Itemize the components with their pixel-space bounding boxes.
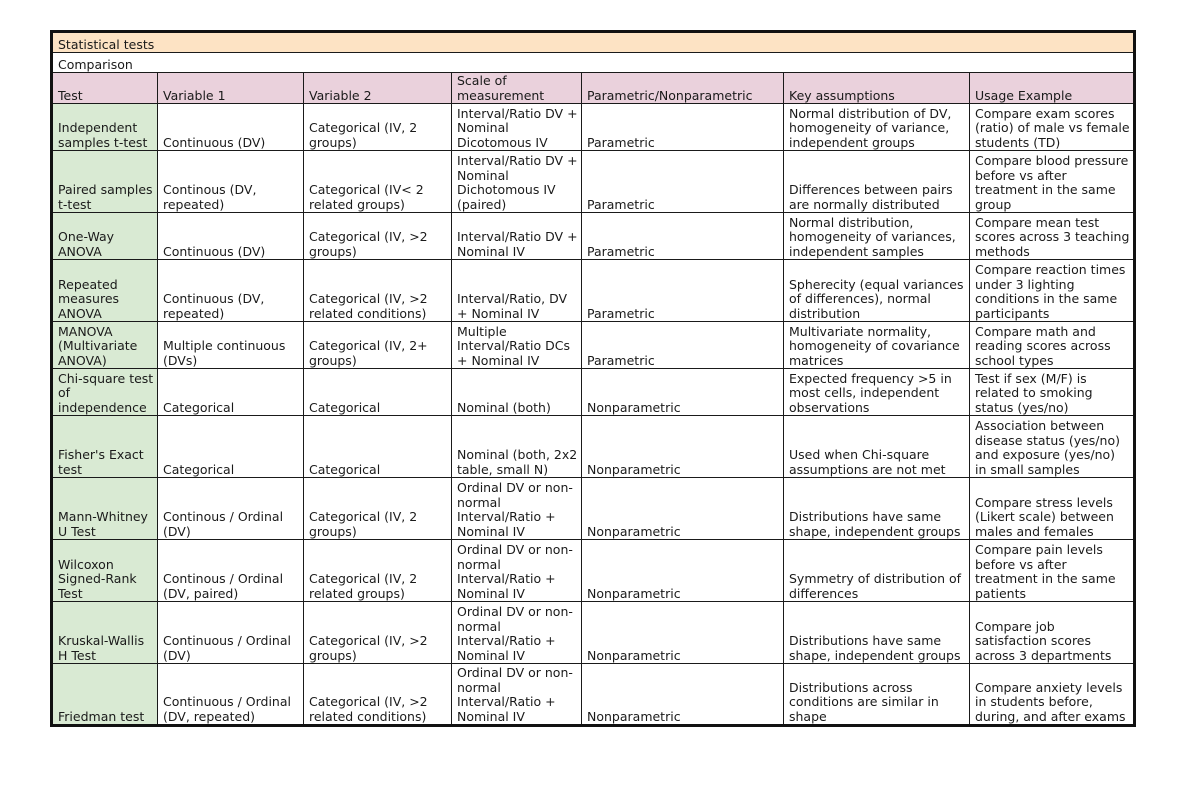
table-cell: Ordinal DV or non-normal Interval/Ratio + Nominal IV xyxy=(452,602,582,664)
test-name-cell: Friedman test xyxy=(52,664,158,726)
table-row xyxy=(52,322,1135,369)
table-cell: Continous (DV, repeated) xyxy=(158,151,304,213)
table-cell: Association between disease status (yes/no) and exposure (yes/no) in small samples xyxy=(970,416,1135,478)
table-cell: Nominal (both, 2x2 table, small N) xyxy=(452,416,582,478)
table-cell: Expected frequency >5 in most cells, independent observations xyxy=(784,369,970,416)
table-cell: Parametric xyxy=(582,213,784,260)
table-cell: Distributions have same shape, independent groups xyxy=(784,602,970,664)
table-cell: Categorical xyxy=(304,416,452,478)
table-cell: Categorical xyxy=(158,369,304,416)
column-header: Scale of measurement xyxy=(452,73,582,104)
table-cell: Categorical xyxy=(304,369,452,416)
table-cell: Compare job satisfaction scores across 3 departments xyxy=(970,602,1135,664)
table-cell: Nonparametric xyxy=(582,664,784,726)
table-cell: Continous / Ordinal (DV) xyxy=(158,478,304,540)
table-cell: Continuous (DV) xyxy=(158,213,304,260)
column-header: Variable 1 xyxy=(158,73,304,104)
table-cell: Categorical (IV, 2+ groups) xyxy=(304,322,452,369)
table-cell: Spherecity (equal variances of differences), normal distribution xyxy=(784,260,970,322)
table-cell: Continuous (DV, repeated) xyxy=(158,260,304,322)
table-cell: Interval/Ratio DV + Nominal Dicotomous IV xyxy=(452,104,582,151)
table-row xyxy=(52,602,1135,664)
table-row xyxy=(52,369,1135,416)
test-name-cell: Independent samples t-test xyxy=(52,104,158,151)
test-name-cell: Chi-square test of independence xyxy=(52,369,158,416)
test-name-cell: One-Way ANOVA xyxy=(52,213,158,260)
table-cell: Parametric xyxy=(582,260,784,322)
table-cell: Continous / Ordinal (DV, paired) xyxy=(158,540,304,602)
table-cell: Nonparametric xyxy=(582,416,784,478)
test-name-cell: Kruskal-Wallis H Test xyxy=(52,602,158,664)
table-cell: Compare mean test scores across 3 teaching methods xyxy=(970,213,1135,260)
test-name-cell: Fisher's Exact test xyxy=(52,416,158,478)
table-row xyxy=(52,416,1135,478)
table-cell: Categorical (IV, 2 related groups) xyxy=(304,540,452,602)
column-header: Variable 2 xyxy=(304,73,452,104)
column-header: Usage Example xyxy=(970,73,1135,104)
test-name-cell: Wilcoxon Signed-Rank Test xyxy=(52,540,158,602)
table-cell: Distributions have same shape, independent groups xyxy=(784,478,970,540)
table-cell: Nonparametric xyxy=(582,540,784,602)
table-cell: Ordinal DV or non-normal Interval/Ratio + Nominal IV xyxy=(452,540,582,602)
table-cell: Categorical (IV, >2 related conditions) xyxy=(304,664,452,726)
test-name-cell: MANOVA (Multivariate ANOVA) xyxy=(52,322,158,369)
table-cell: Categorical (IV, >2 groups) xyxy=(304,213,452,260)
table-row xyxy=(52,213,1135,260)
table-cell: Interval/Ratio DV + Nominal Dichotomous IV (paired) xyxy=(452,151,582,213)
table-cell: Nonparametric xyxy=(582,478,784,540)
table-cell: Interval/Ratio, DV + Nominal IV xyxy=(452,260,582,322)
table-subtitle: Comparison xyxy=(52,53,1135,73)
table-cell: Continuous / Ordinal (DV, repeated) xyxy=(158,664,304,726)
column-header: Key assumptions xyxy=(784,73,970,104)
test-name-cell: Mann-Whitney U Test xyxy=(52,478,158,540)
table-cell: Interval/Ratio DV + Nominal IV xyxy=(452,213,582,260)
table-cell: Symmetry of distribution of differences xyxy=(784,540,970,602)
table-cell: Categorical (IV, >2 related conditions) xyxy=(304,260,452,322)
test-name-cell: Paired samples t-test xyxy=(52,151,158,213)
table-cell: Categorical (IV, 2 groups) xyxy=(304,104,452,151)
table-cell: Compare exam scores (ratio) of male vs female students (TD) xyxy=(970,104,1135,151)
table-cell: Ordinal DV or non-normal Interval/Ratio + Nominal IV xyxy=(452,664,582,726)
table-cell: Differences between pairs are normally distributed xyxy=(784,151,970,213)
table-cell: Distributions across conditions are similar in shape xyxy=(784,664,970,726)
table-row xyxy=(52,478,1135,540)
table-row xyxy=(52,540,1135,602)
statistical-tests-table xyxy=(50,30,1136,727)
table-row xyxy=(52,260,1135,322)
table-cell: Nominal (both) xyxy=(452,369,582,416)
table-cell: Multiple continuous (DVs) xyxy=(158,322,304,369)
table-cell: Compare reaction times under 3 lighting conditions in the same participants xyxy=(970,260,1135,322)
table-cell: Continuous (DV) xyxy=(158,104,304,151)
table-row xyxy=(52,664,1135,726)
test-name-cell: Repeated measures ANOVA xyxy=(52,260,158,322)
column-header: Parametric/Nonparametric xyxy=(582,73,784,104)
table-cell: Test if sex (M/F) is related to smoking status (yes/no) xyxy=(970,369,1135,416)
table-cell: Normal distribution of DV, homogeneity of variance, independent groups xyxy=(784,104,970,151)
table-cell: Compare anxiety levels in students before, during, and after exams xyxy=(970,664,1135,726)
table-cell: Nonparametric xyxy=(582,369,784,416)
table-cell: Categorical (IV, 2 groups) xyxy=(304,478,452,540)
table-cell: Compare blood pressure before vs after treatment in the same group xyxy=(970,151,1135,213)
column-header-row xyxy=(52,73,1135,104)
table-cell: Continuous / Ordinal (DV) xyxy=(158,602,304,664)
table-cell: Multivariate normality, homogeneity of covariance matrices xyxy=(784,322,970,369)
table-cell: Ordinal DV or non-normal Interval/Ratio + Nominal IV xyxy=(452,478,582,540)
table-cell: Used when Chi-square assumptions are not met xyxy=(784,416,970,478)
table-cell: Multiple Interval/Ratio DCs + Nominal IV xyxy=(452,322,582,369)
table-cell: Parametric xyxy=(582,322,784,369)
table-row xyxy=(52,104,1135,151)
table-cell: Compare pain levels before vs after treatment in the same patients xyxy=(970,540,1135,602)
table-cell: Compare math and reading scores across school types xyxy=(970,322,1135,369)
table-cell: Parametric xyxy=(582,104,784,151)
table-cell: Categorical (IV< 2 related groups) xyxy=(304,151,452,213)
table-cell: Parametric xyxy=(582,151,784,213)
table-row xyxy=(52,151,1135,213)
table-cell: Compare stress levels (Likert scale) between males and females xyxy=(970,478,1135,540)
table-cell: Categorical xyxy=(158,416,304,478)
column-header: Test xyxy=(52,73,158,104)
table-cell: Nonparametric xyxy=(582,602,784,664)
table-title: Statistical tests xyxy=(52,32,1135,53)
table-cell: Categorical (IV, >2 groups) xyxy=(304,602,452,664)
table-cell: Normal distribution, homogeneity of variances, independent samples xyxy=(784,213,970,260)
